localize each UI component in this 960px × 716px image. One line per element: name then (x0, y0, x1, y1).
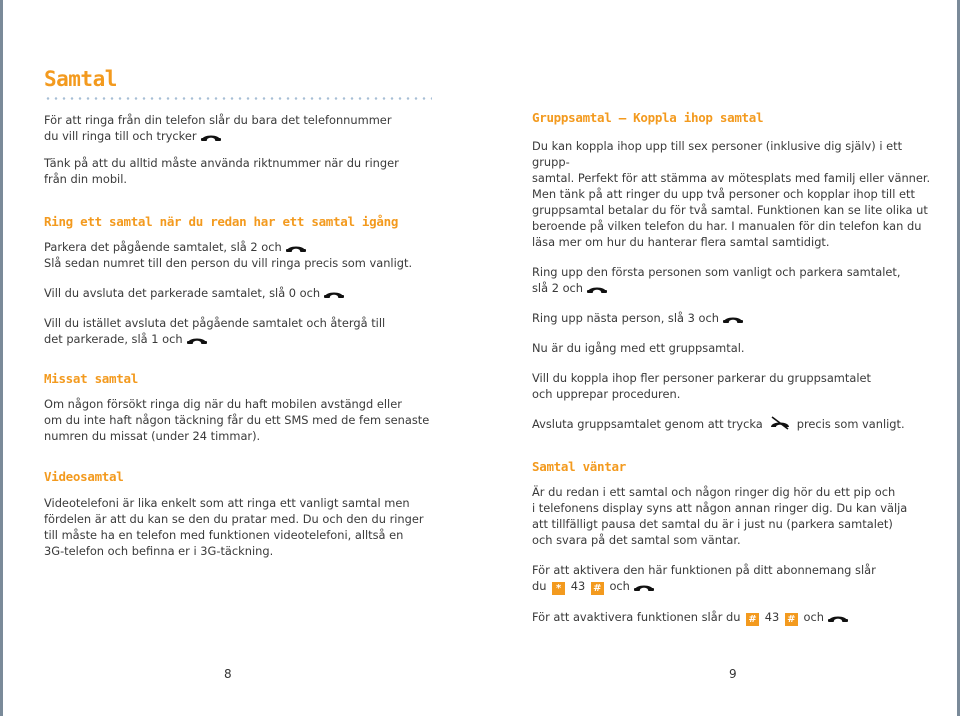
text-line: För att avaktivera funktionen slår du # 43 # och (532, 609, 932, 626)
text-line: Vill du koppla ihop fler personer parkerar du gruppsamtalet (532, 371, 871, 385)
text-line: Videotelefoni är lika enkelt som att ringa ett vanligt samtal men (44, 496, 410, 510)
text-line: fördelen är att du kan se den du pratar med. Du och den du ringer (44, 512, 424, 526)
text-line: Ring upp nästa person, slå 3 och (532, 310, 932, 326)
left-page-edge (0, 0, 3, 716)
call-key-icon (633, 581, 655, 591)
text-line: det parkerade, slå 1 och (44, 331, 454, 347)
text-line: Du kan koppla ihop upp till sex personer (inklusive dig själv) i ett grupp- (532, 139, 903, 169)
call-key-icon (200, 131, 222, 141)
text-line: samtal. Perfekt för att stämma av mötesplats med familj eller vänner. (532, 171, 931, 185)
text-line: Men tänk på att ringer du upp två personer och kopplar ihop till ett (532, 187, 915, 201)
text-line: från din mobil. (44, 172, 127, 186)
heading-ring-samtal: Ring ett samtal när du redan har ett samtal igång (44, 214, 399, 229)
text-line: Är du redan i ett samtal och någon ringer dig hör du ett pip och (532, 485, 896, 499)
call-waiting-paragraph (532, 484, 932, 548)
text-line: Nu är du igång med ett gruppsamtal. (532, 341, 745, 355)
text-line: Parkera det pågående samtalet, slå 2 och (44, 239, 454, 255)
text-line: numren du missat (under 24 timmar). (44, 429, 261, 443)
page-number-left: 8 (224, 667, 232, 681)
group-step-2 (532, 310, 932, 326)
text-line: gruppsamtal betalar du för två samtal. Funktionen kan se lite olika ut (532, 203, 928, 217)
text-line: om du inte haft någon täckning får du ett SMS med de fem senaste (44, 413, 430, 427)
page-number-right: 9 (729, 667, 737, 681)
text-line: och svara på det samtal som väntar. (532, 533, 741, 547)
group-step-5 (532, 416, 932, 432)
call-key-icon (323, 288, 345, 298)
call-key-icon (722, 313, 744, 323)
text-line: i telefonens display syns att någon annan ringer dig. Du kan välja (532, 501, 908, 515)
text-line: Vill du avsluta det parkerade samtalet, slå 0 och (44, 285, 454, 301)
text-line: att tillfälligt pausa det samtal du är i just nu (parkera samtalet) (532, 517, 893, 531)
text-line: till måste ha en telefon med funktionen videotelefoni, alltså en (44, 528, 404, 542)
call-key-icon (285, 242, 307, 252)
missed-call-paragraph (44, 396, 454, 444)
hash-key: # (591, 582, 604, 595)
group-step-1 (532, 264, 932, 296)
text-line: Ring upp den första personen som vanligt och parkera samtalet, (532, 265, 901, 279)
text-line: Slå sedan numret till den person du vill ringa precis som vanligt. (44, 256, 413, 270)
text-line: För att aktivera den här funktionen på ditt abonnemang slår (532, 563, 876, 577)
area-code-paragraph (44, 155, 454, 187)
right-column (532, 110, 932, 626)
text-line: 3G-telefon och befinna er i 3G-täckning. (44, 544, 274, 558)
heading-samtal-vantar: Samtal väntar (532, 459, 626, 474)
end-parked-paragraph (44, 285, 454, 301)
text-line: du * 43 # och (532, 578, 932, 595)
page-title: Samtal (44, 67, 117, 91)
heading-videosamtal: Videosamtal (44, 469, 124, 484)
video-paragraph (44, 495, 454, 559)
hash-key: # (746, 613, 759, 626)
text-line: Tänk på att du alltid måste använda riktnummer när du ringer (44, 156, 399, 170)
intro-paragraph (44, 112, 454, 144)
park-paragraph (44, 239, 454, 271)
activate-paragraph (532, 562, 932, 595)
return-parked-paragraph (44, 315, 454, 347)
text-line: Avsluta gruppsamtalet genom att trycka precis som vanligt. (532, 417, 905, 431)
text-line: beroende på vilken telefon du har. I manualen för din telefon kan du (532, 219, 922, 233)
text-line: läsa mer om hur du hanterar flera samtal samtidigt. (532, 235, 830, 249)
text-line: slå 2 och (532, 280, 932, 296)
heading-missat-samtal: Missat samtal (44, 371, 138, 386)
text-line: du vill ringa till och trycker (44, 128, 454, 144)
call-key-icon (827, 612, 849, 622)
call-key-icon (586, 283, 608, 293)
hash-key: # (785, 613, 798, 626)
text-line: För att ringa från din telefon slår du bara det telefonnummer (44, 113, 392, 127)
dotted-divider (44, 97, 432, 100)
end-call-key-icon (767, 416, 793, 430)
text-line: och upprepar proceduren. (532, 387, 681, 401)
heading-gruppsamtal: Gruppsamtal – Koppla ihop samtal (532, 110, 764, 125)
deactivate-paragraph (532, 609, 932, 626)
group-step-3 (532, 340, 932, 356)
call-key-icon (186, 334, 208, 344)
left-column (44, 66, 454, 559)
group-intro-paragraph (532, 138, 932, 250)
text-line: Vill du istället avsluta det pågående samtalet och återgå till (44, 316, 386, 330)
text-line: Om någon försökt ringa dig när du haft mobilen avstängd eller (44, 397, 402, 411)
star-key: * (552, 582, 565, 595)
group-step-4 (532, 370, 932, 402)
